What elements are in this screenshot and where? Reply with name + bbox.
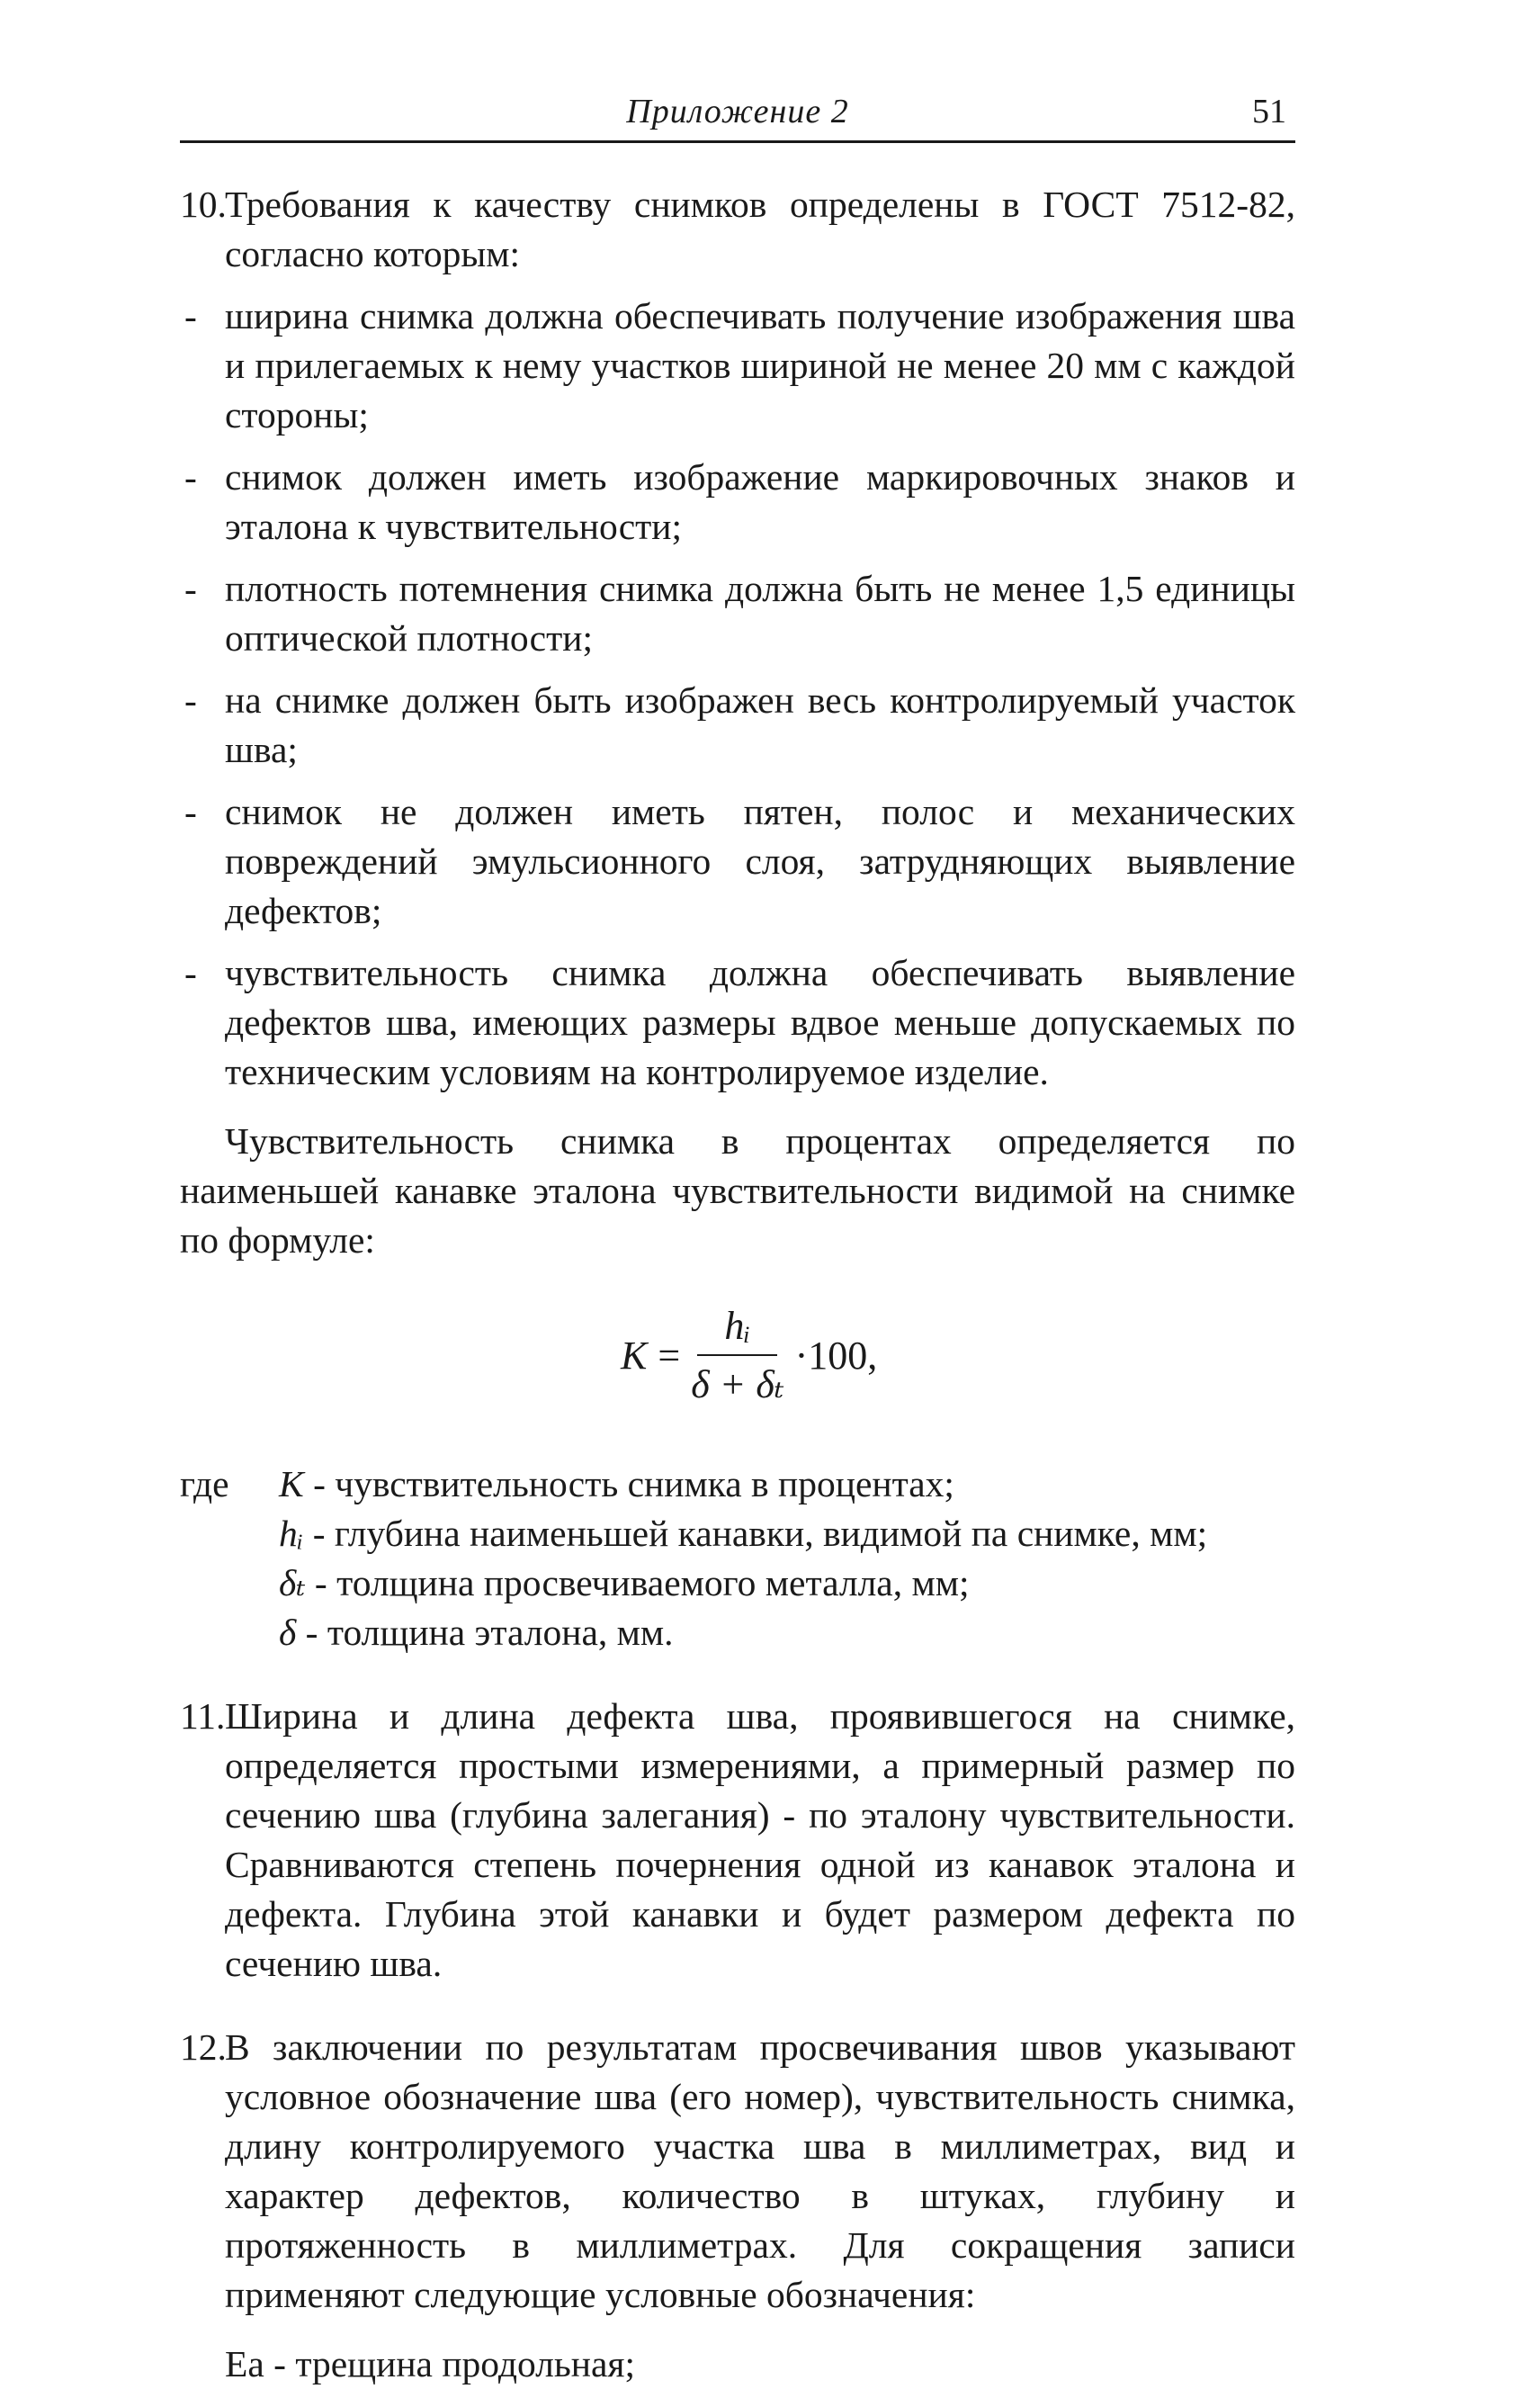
sensitivity-formula <box>621 1301 877 1409</box>
item-10-number: 10. <box>180 184 227 225</box>
item-12-number: 12. <box>180 2026 227 2068</box>
dash-marker: - <box>184 295 197 337</box>
formula-lhs: K <box>621 1333 648 1378</box>
legend-row <box>180 1509 1295 1558</box>
requirement-text: ширина снимка должна обеспечивать получение изображения шва и прилегаемых к нему участков шириной не менее 20 мм с каждой стороны; <box>225 295 1295 436</box>
requirement-text: снимок не должен иметь пятен, полос и механических повреждений эмульсионного слоя, затрудняющих выявление дефектов; <box>225 791 1295 931</box>
requirement-text: снимок должен иметь изображение маркировочных знаков и эталона к чувствительности; <box>225 456 1295 547</box>
item-11-paragraph <box>180 1692 1295 1989</box>
formula-multiplier: ·100, <box>794 1333 878 1378</box>
formula-legend <box>180 1459 1295 1657</box>
requirement-item <box>180 292 1295 440</box>
formula-block <box>180 1283 1295 1454</box>
requirement-text: чувствительность снимка должна обеспечивать выявление дефектов шва, имеющих размеры вдвое меньше допускаемых по техническим условиям на контролируемое изделие. <box>225 952 1295 1092</box>
legend-symbol: K <box>279 1463 304 1504</box>
body-text <box>180 180 1295 2389</box>
item-12-paragraph <box>180 2023 1295 2320</box>
legend-row <box>180 1608 1295 1657</box>
dash-marker: - <box>184 456 197 498</box>
dash-marker: - <box>184 679 197 721</box>
sensitivity-paragraph: Чувствительность снимка в процентах определяется по наименьшей канавке эталона чувствительности видимой на снимке по формуле: <box>180 1120 1295 1261</box>
legend-where-label: где <box>180 1463 229 1504</box>
notation-ea-line: Еа - трещина продольная; <box>225 2343 636 2385</box>
legend-text: - толщина эталона, мм. <box>296 1612 674 1653</box>
item-11-text: Ширина и длина дефекта шва, проявившегося на снимке, определяется простыми измерениями, а примерный размер по сечению шва (глубина залегания) - по эталону чувствительности. Сравниваются степень почернения одной из канавок эталона и дефекта. Глубина этой канавки и будет размером дефекта по сечению шва. <box>225 1695 1295 1984</box>
page-number: 51 <box>1252 93 1286 130</box>
running-header <box>180 90 1295 143</box>
formula-equals: = <box>658 1333 681 1378</box>
item-10-text: Требования к качеству снимков определены в ГОСТ 7512-82, согласно которым: <box>225 184 1295 274</box>
dash-marker: - <box>184 568 197 609</box>
legend-text: - глубина наименьшей канавки, видимой па снимке, мм; <box>303 1513 1208 1554</box>
item-10-paragraph <box>180 180 1295 279</box>
formula-denominator: δ + δₜ <box>691 1362 784 1406</box>
legend-row <box>180 1558 1295 1608</box>
formula-fraction <box>691 1301 783 1409</box>
legend-symbol: δₜ <box>279 1562 306 1603</box>
requirement-text: плотность потемнения снимка должна быть не менее 1,5 единицы оптической плотности; <box>225 568 1295 659</box>
item-12-text: В заключении по результатам просвечивания швов указывают условное обозначение шва (его номер), чувствительность снимка, длину контролируемого участка шва в миллиметрах, вид и характер дефектов, количество в штуках, глубину и протяженность в миллиметрах. Для сокращения записи применяют следующие условные обозначения: <box>225 2026 1295 2315</box>
requirement-text: на снимке должен быть изображен весь контролируемый участок шва; <box>225 679 1295 770</box>
dash-marker: - <box>184 791 197 832</box>
legend-symbol: hᵢ <box>279 1513 304 1554</box>
legend-symbol: δ <box>279 1612 297 1653</box>
requirement-item <box>180 948 1295 1097</box>
legend-text: - чувствительность снимка в процентах; <box>303 1463 954 1504</box>
dash-marker: - <box>184 952 197 993</box>
requirement-item <box>180 676 1295 775</box>
running-title: Приложение 2 <box>626 93 849 130</box>
item-11-number: 11. <box>180 1695 226 1737</box>
requirement-item <box>180 787 1295 936</box>
requirement-item <box>180 564 1295 663</box>
requirement-item <box>180 453 1295 552</box>
legend-row <box>180 1459 1295 1509</box>
formula-numerator: hᵢ <box>697 1301 777 1356</box>
legend-text: - толщина просвечиваемого металла, мм; <box>305 1562 970 1603</box>
